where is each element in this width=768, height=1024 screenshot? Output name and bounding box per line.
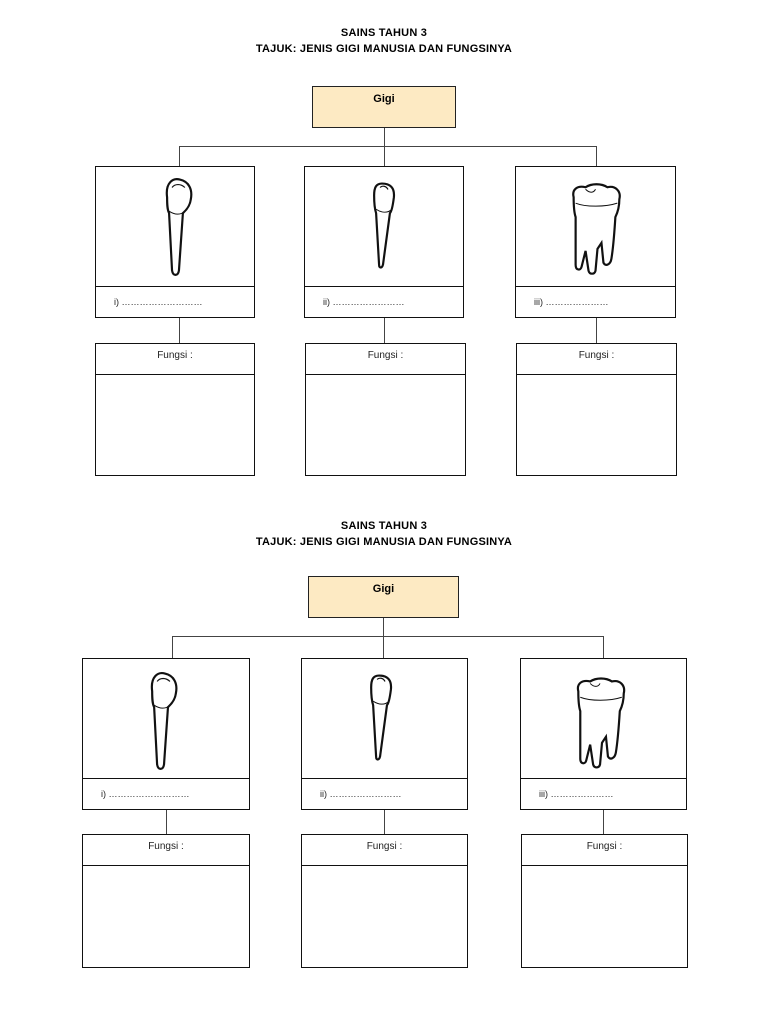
subject-title: SAINS TAHUN 3 [340,27,428,39]
connector-line [603,636,604,658]
function-label: Fungsi : [96,344,254,375]
function-label: Fungsi : [83,835,249,866]
topic-title: TAJUK: JENIS GIGI MANUSIA DAN FUNGSINYA [255,536,513,548]
subject-title: SAINS TAHUN 3 [340,520,428,532]
tooth-label-3: iii) ………………… [521,778,686,809]
connector-line [383,618,384,658]
function-box-1 [82,834,250,968]
connector-line [596,318,597,343]
root-box-gigi [312,86,456,128]
topic-title: TAJUK: JENIS GIGI MANUSIA DAN FUNGSINYA [255,43,513,55]
function-label: Fungsi : [306,344,465,375]
function-box-3 [521,834,688,968]
molar-tooth-icon [521,659,686,779]
tooth-label-1: i) ……………………… [96,286,254,317]
tooth-box-1 [95,166,255,318]
incisor-tooth-icon [83,659,249,779]
connector-line [179,318,180,343]
molar-tooth-icon [516,167,675,287]
tooth-label-2: ii) …………………… [302,778,467,809]
function-box-3 [516,343,677,476]
canine-tooth-icon [305,167,463,287]
tooth-label-1: i) ……………………… [83,778,249,809]
connector-line [384,128,385,166]
function-label: Fungsi : [522,835,687,866]
tooth-box-3 [520,658,687,810]
connector-line [384,318,385,343]
tooth-box-2 [301,658,468,810]
connector-line [172,636,173,658]
tooth-box-3 [515,166,676,318]
function-label: Fungsi : [302,835,467,866]
connector-line [179,146,596,147]
connector-line [172,636,603,637]
connector-line [596,146,597,166]
tooth-label-3: iii) ………………… [516,286,675,317]
connector-line [179,146,180,166]
function-label: Fungsi : [517,344,676,375]
function-box-2 [301,834,468,968]
incisor-tooth-icon [96,167,254,287]
function-box-2 [305,343,466,476]
connector-line [603,810,604,834]
tooth-box-2 [304,166,464,318]
connector-line [384,810,385,834]
canine-tooth-icon [302,659,467,779]
tooth-label-2: ii) …………………… [305,286,463,317]
function-box-1 [95,343,255,476]
tooth-box-1 [82,658,250,810]
root-label: Gigi [373,93,395,105]
root-box-gigi [308,576,459,618]
connector-line [166,810,167,834]
root-label: Gigi [372,583,395,595]
